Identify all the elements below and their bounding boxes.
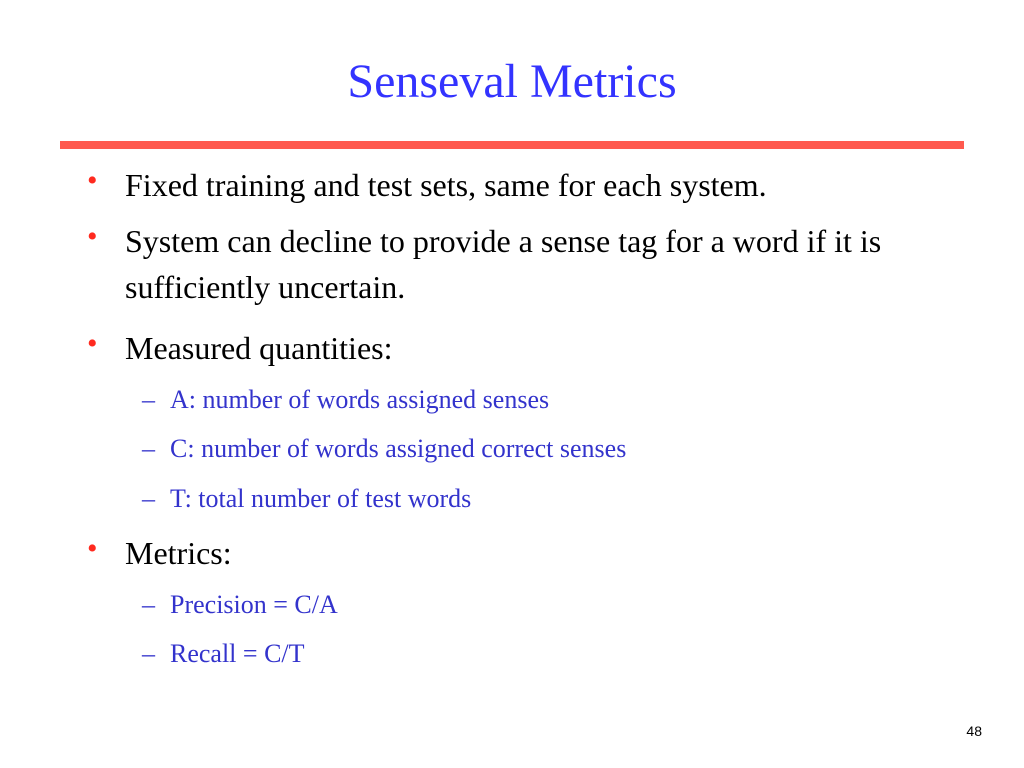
sub-bullet-text: A: number of words assigned senses <box>170 385 550 414</box>
page-number: 48 <box>966 723 982 739</box>
bullet-text: Fixed training and test sets, same for each system. <box>125 167 767 203</box>
dash-icon: – <box>142 484 155 513</box>
bullet-text: Measured quantities: <box>125 330 393 366</box>
sub-bullet-text: Recall = C/T <box>170 639 305 668</box>
bullet-dot-icon: • <box>87 164 98 197</box>
slide-title: Senseval Metrics <box>347 55 677 108</box>
sub-bullet-text: C: number of words assigned correct senses <box>170 434 627 463</box>
bullet-dot-icon: • <box>87 327 98 360</box>
dash-icon: – <box>142 434 155 463</box>
bullet-dot-icon: • <box>87 532 98 565</box>
dash-icon: – <box>142 385 155 414</box>
bullet-dot-icon: • <box>87 220 98 253</box>
dash-icon: – <box>142 639 155 668</box>
bullet-text: Metrics: <box>125 535 232 571</box>
dash-icon: – <box>142 590 155 619</box>
bullet-text: System can decline to provide a sense tag for a word if it is sufficiently uncertain. <box>125 223 882 305</box>
sub-bullet-text: T: total number of test words <box>170 484 472 513</box>
sub-bullet-text: Precision = C/A <box>170 590 338 619</box>
